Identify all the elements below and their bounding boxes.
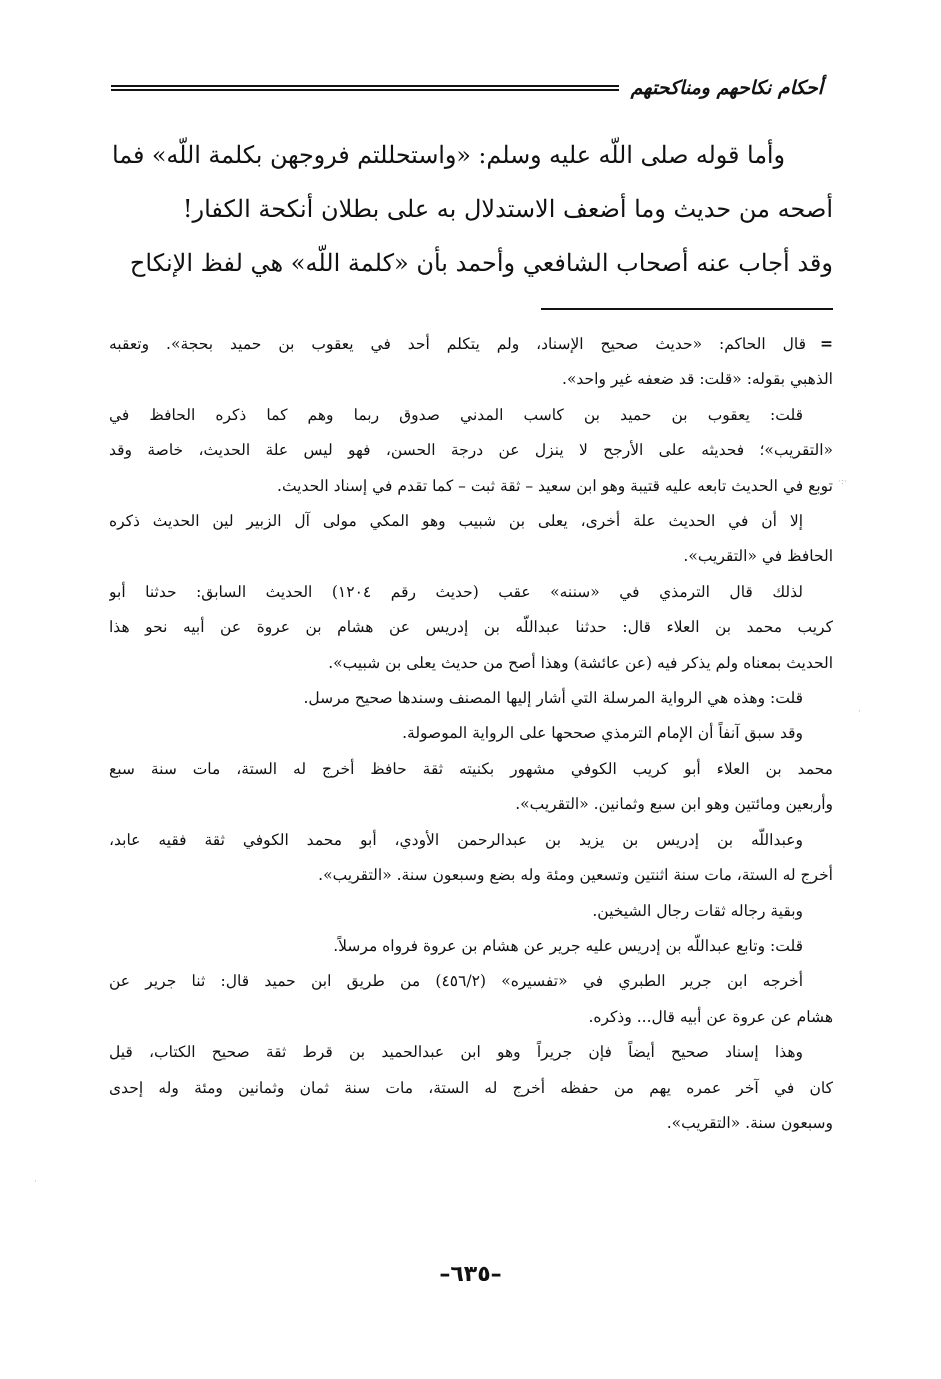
footnote-line: هشام عن عروة عن أبيه قال... وذكره.	[588, 1007, 833, 1026]
footnote-line: وقد سبق آنفاً أن الإمام الترمذي صححها على الرواية الموصولة.	[402, 724, 803, 743]
footnote-line: محمد بن العلاء أبو كريب الكوفي مشهور بكنيته ثقة حافظ أخرج له الستة، مات سنة سبع	[109, 759, 833, 778]
footnote-paragraph	[109, 823, 833, 894]
footnote-line: كان في آخر عمره يهم من حفظه أخرج له الستة، مات سنة ثمان وثمانين ومئة وله إحدى	[109, 1078, 833, 1097]
footnote-line: وهذا إسناد صحيح أيضاً فإن جريراً وهو ابن عبدالحميد بن قرط ثقة صحيح الكتاب، قيل	[109, 1043, 803, 1062]
footnote-line: وسبعون سنة. «التقريب».	[666, 1113, 833, 1132]
footnote-line: وأربعين ومائتين وهو ابن سبع وثمانين. «التقريب».	[515, 795, 833, 814]
running-header-title: أحكام نكاحهم ومناكحتهم	[630, 77, 823, 99]
footnote-line: وعبداللّه بن إدريس بن يزيد بن عبدالرحمن الأودي، أبو محمد الكوفي ثقة فقيه عابد،	[109, 830, 803, 849]
footnote-paragraph	[109, 752, 833, 823]
footnote-line: وبقية رجاله ثقات رجال الشيخين.	[592, 901, 803, 920]
footnote-line: أخرج له الستة، مات سنة اثنتين وتسعين ومئة وله بضع وسبعون سنة. «التقريب».	[318, 866, 833, 885]
footnote-line: أخرجه ابن جرير الطبري في «تفسيره» (٤٥٦/٢) من طريق ابن حميد قال: ثنا جرير عن	[109, 972, 803, 991]
footnote-paragraph	[109, 575, 833, 681]
footnote-separator	[541, 308, 833, 310]
footnote-line: قلت: يعقوب بن حميد بن كاسب المدني صدوق ربما وهم كما ذكره الحافظ في	[109, 405, 803, 424]
footnote-paragraph	[109, 398, 833, 504]
footnote-line: الذهبي بقوله: «قلت: قد ضعفه غير واحد».	[562, 370, 833, 389]
scan-speck: ·	[858, 707, 861, 717]
running-header	[111, 68, 823, 108]
main-text-line: وقد أجاب عنه أصحاب الشافعي وأحمد بأن «كلمة اللّه» هي لفظ الإنكاح	[129, 249, 833, 277]
footnote-continuation-mark: =	[820, 334, 833, 353]
main-text-line: أصحه من حديث وما أضعف الاستدلال به على بطلان أنكحة الكفار!	[182, 195, 833, 223]
footnote-paragraph	[109, 504, 833, 575]
footnote-paragraph	[109, 326, 833, 398]
scan-speck: ·:·	[838, 477, 847, 487]
footnote-line: الحديث بمعناه ولم يذكر فيه (عن عائشة) وهذا أصح من حديث يعلى بن شبيب».	[328, 653, 833, 672]
footnote-line: لذلك قال الترمذي في «سننه» عقب (حديث رقم ١٢٠٤) الحديث السابق: حدثنا أبو	[109, 582, 803, 601]
header-double-rule	[111, 85, 619, 91]
footnote-paragraph	[109, 894, 833, 929]
footnote-paragraph	[109, 929, 833, 964]
footnote-line: توبع في الحديث تابعه عليه قتيبة وهو ابن سعيد – ثقة ثبت – كما تقدم في إسناد الحديث.	[277, 476, 833, 495]
footnote-line-text: قال الحاكم: «حديث صحيح الإسناد، ولم يتكلم أحد في يعقوب بن حميد بحجة». وتعقبه	[109, 335, 806, 353]
footnote-line: «التقريب»؛ فحديثه على الأرجح لا ينزل عن درجة الحسن، فهو ليس علة الحديث، خاصة وقد	[109, 441, 833, 460]
footnote-paragraph	[109, 716, 833, 751]
main-text	[109, 128, 833, 290]
page-number: –٦٣٥–	[439, 1262, 502, 1287]
footnote-paragraph	[109, 681, 833, 716]
footnote-paragraph	[109, 964, 833, 1035]
footnote-line: الحافظ في «التقريب».	[683, 547, 833, 566]
footnote-paragraph	[109, 1035, 833, 1141]
main-text-line: وأما قوله صلى اللّه عليه وسلم: «واستحللتم فروجهن بكلمة اللّه» فما	[111, 141, 785, 169]
footnote-line: قلت: وهذه هي الرواية المرسلة التي أشار إليها المصنف وسندها صحيح مرسل.	[303, 689, 803, 708]
footnote-line: كريب محمد بن العلاء قال: حدثنا عبداللّه بن إدريس عن هشام بن عروة عن أبيه نحو هذا	[109, 618, 833, 637]
footnote-line: قلت: وتابع عبداللّه بن إدريس عليه جرير عن هشام بن عروة فرواه مرسلاً.	[333, 936, 803, 955]
footnote-line	[109, 326, 833, 362]
footnote-line: إلا أن في الحديث علة أخرى، يعلى بن شبيب وهو المكي مولى آل الزبير لين الحديث ذكره	[109, 512, 803, 531]
scan-speck: ·	[34, 1177, 37, 1187]
footnotes	[109, 326, 833, 1141]
